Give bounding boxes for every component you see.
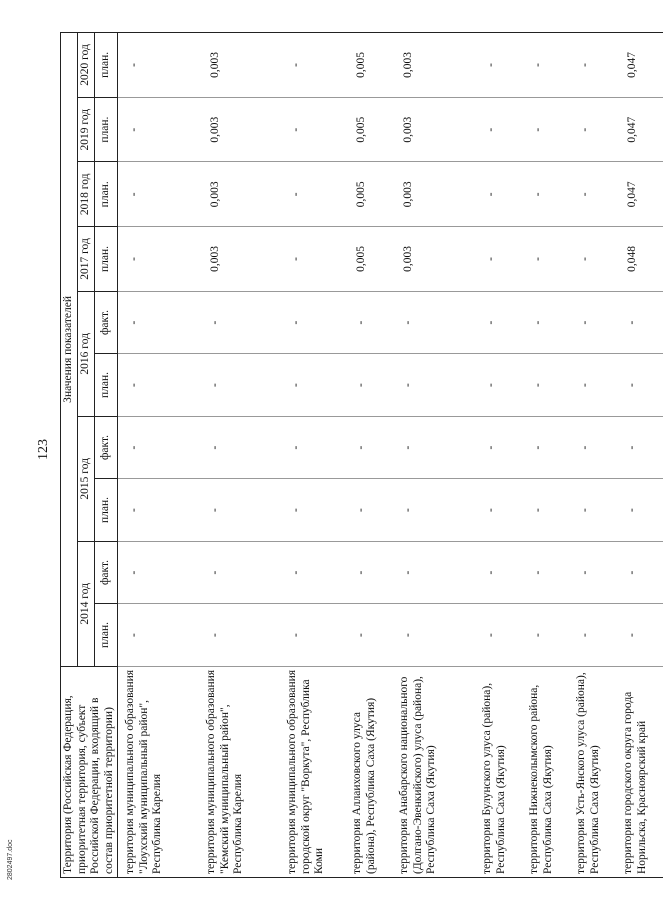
plan-header: план. xyxy=(95,162,118,227)
value-cell: - xyxy=(569,416,616,479)
value-cell: - xyxy=(280,354,345,417)
value-cell: - xyxy=(475,162,522,227)
year-header: 2017 год xyxy=(78,227,95,292)
value-cell: - xyxy=(616,604,663,667)
value-cell: 0,003 xyxy=(199,97,280,162)
territory-header: Территория (Российская Федерация, приоритетная территория, субъект Российской Федерации, входящий в состав приоритетной территории) xyxy=(61,666,118,877)
value-cell: 0,003 xyxy=(392,97,475,162)
table-row xyxy=(569,33,616,878)
plan-header: план. xyxy=(95,97,118,162)
value-cell: 0,047 xyxy=(616,33,663,98)
value-cell: - xyxy=(199,604,280,667)
plan-header: план. xyxy=(95,479,118,542)
value-cell: 0,005 xyxy=(345,227,392,292)
value-cell: - xyxy=(616,291,663,354)
value-cell: - xyxy=(475,33,522,98)
territory-cell: территория Булунского улуса (района), Республика Саха (Якутия) xyxy=(475,666,522,877)
value-cell: - xyxy=(522,541,569,604)
value-cell: - xyxy=(475,416,522,479)
value-cell: 0,003 xyxy=(199,33,280,98)
fact-header: факт. xyxy=(95,291,118,354)
value-cell: - xyxy=(280,291,345,354)
value-cell: - xyxy=(392,291,475,354)
value-cell: - xyxy=(475,97,522,162)
value-cell: - xyxy=(345,291,392,354)
value-cell: - xyxy=(118,541,200,604)
value-cell: - xyxy=(118,479,200,542)
value-cell: - xyxy=(118,97,200,162)
value-cell: - xyxy=(345,541,392,604)
value-cell: 0,005 xyxy=(345,162,392,227)
value-cell: 0,005 xyxy=(345,33,392,98)
year-header: 2020 год xyxy=(78,33,95,98)
table-row xyxy=(118,33,200,878)
value-cell: - xyxy=(392,354,475,417)
value-cell: - xyxy=(392,604,475,667)
value-cell: - xyxy=(280,97,345,162)
page-number: 123 xyxy=(36,439,51,460)
value-cell: - xyxy=(475,354,522,417)
table-row xyxy=(280,33,345,878)
value-cell: 0,048 xyxy=(616,227,663,292)
value-cell: - xyxy=(569,162,616,227)
value-cell: - xyxy=(118,416,200,479)
indicators-header: Значения показателей xyxy=(61,33,78,667)
value-cell: - xyxy=(345,416,392,479)
value-cell: 0,003 xyxy=(199,162,280,227)
table-row xyxy=(616,33,663,878)
plan-header: план. xyxy=(95,354,118,417)
territory-cell: территория муниципального образования "Кемский муниципальный район", Республика Карелия xyxy=(199,666,280,877)
value-cell: - xyxy=(199,541,280,604)
value-cell: - xyxy=(280,604,345,667)
value-cell: - xyxy=(616,354,663,417)
table-row xyxy=(475,33,522,878)
value-cell: - xyxy=(475,227,522,292)
value-cell: - xyxy=(522,479,569,542)
value-cell: 0,047 xyxy=(616,162,663,227)
value-cell: - xyxy=(569,604,616,667)
value-cell: - xyxy=(522,162,569,227)
value-cell: - xyxy=(475,479,522,542)
territory-cell: территория Усть-Янского улуса (района), Республика Саха (Якутия) xyxy=(569,666,616,877)
value-cell: 0,003 xyxy=(392,227,475,292)
value-cell: - xyxy=(199,354,280,417)
value-cell: - xyxy=(280,162,345,227)
value-cell: - xyxy=(569,97,616,162)
value-cell: - xyxy=(118,354,200,417)
territory-cell: территория Анабарского национального (Долгано-Эвенкийского) улуса (района), Республика Саха (Якутия) xyxy=(392,666,475,877)
table-row xyxy=(522,33,569,878)
value-cell: - xyxy=(118,227,200,292)
value-cell: - xyxy=(280,227,345,292)
value-cell: - xyxy=(475,541,522,604)
value-cell: - xyxy=(118,162,200,227)
territory-cell: территория городского округа города Норильска, Красноярский край xyxy=(616,666,663,877)
plan-header: план. xyxy=(95,33,118,98)
value-cell: - xyxy=(522,416,569,479)
table-row xyxy=(199,33,280,878)
table-row xyxy=(392,33,475,878)
document-id: 2802497.doc xyxy=(7,839,14,880)
value-cell: - xyxy=(569,479,616,542)
year-header: 2018 год xyxy=(78,162,95,227)
fact-header: факт. xyxy=(95,416,118,479)
year-header: 2016 год xyxy=(78,291,95,416)
value-cell: 0,047 xyxy=(616,97,663,162)
value-cell: - xyxy=(522,33,569,98)
value-cell: - xyxy=(345,479,392,542)
territory-cell: территория муниципального образования городской округ "Воркута", Республика Коми xyxy=(280,666,345,877)
value-cell: - xyxy=(475,604,522,667)
value-cell: - xyxy=(569,291,616,354)
value-cell: - xyxy=(392,541,475,604)
plan-header: план. xyxy=(95,604,118,667)
year-header: 2014 год xyxy=(78,541,95,666)
year-header: 2015 год xyxy=(78,416,95,541)
value-cell: - xyxy=(118,33,200,98)
value-cell: - xyxy=(522,291,569,354)
territory-cell: территория муниципального образования "Лоухский муниципальный район", Республика Карелия xyxy=(118,666,200,877)
value-cell: - xyxy=(475,291,522,354)
value-cell: 0,005 xyxy=(345,97,392,162)
value-cell: 0,003 xyxy=(392,162,475,227)
value-cell: - xyxy=(345,604,392,667)
value-cell: - xyxy=(522,354,569,417)
value-cell: - xyxy=(616,479,663,542)
value-cell: - xyxy=(616,416,663,479)
value-cell: - xyxy=(569,354,616,417)
value-cell: - xyxy=(392,479,475,542)
value-cell: - xyxy=(392,416,475,479)
value-cell: - xyxy=(522,604,569,667)
value-cell: - xyxy=(522,97,569,162)
value-cell: 0,003 xyxy=(392,33,475,98)
value-cell: - xyxy=(616,541,663,604)
value-cell: - xyxy=(199,479,280,542)
fact-header: факт. xyxy=(95,541,118,604)
value-cell: - xyxy=(280,541,345,604)
value-cell: - xyxy=(199,416,280,479)
value-cell: - xyxy=(280,33,345,98)
value-cell: - xyxy=(280,479,345,542)
value-cell: - xyxy=(118,291,200,354)
territory-cell: территория Аллаиховского улуса (района), Республика Саха (Якутия) xyxy=(345,666,392,877)
territory-cell: территория Нижнеколымского района, Республика Саха (Якутия) xyxy=(522,666,569,877)
table-row xyxy=(345,33,392,878)
value-cell: - xyxy=(199,291,280,354)
value-cell: - xyxy=(569,227,616,292)
value-cell: - xyxy=(522,227,569,292)
value-cell: - xyxy=(569,33,616,98)
value-cell: - xyxy=(118,604,200,667)
value-cell: - xyxy=(280,416,345,479)
rotated-table-container xyxy=(60,32,648,878)
year-header: 2019 год xyxy=(78,97,95,162)
indicators-table xyxy=(60,32,663,878)
value-cell: - xyxy=(345,354,392,417)
plan-header: план. xyxy=(95,227,118,292)
value-cell: - xyxy=(569,541,616,604)
value-cell: 0,003 xyxy=(199,227,280,292)
